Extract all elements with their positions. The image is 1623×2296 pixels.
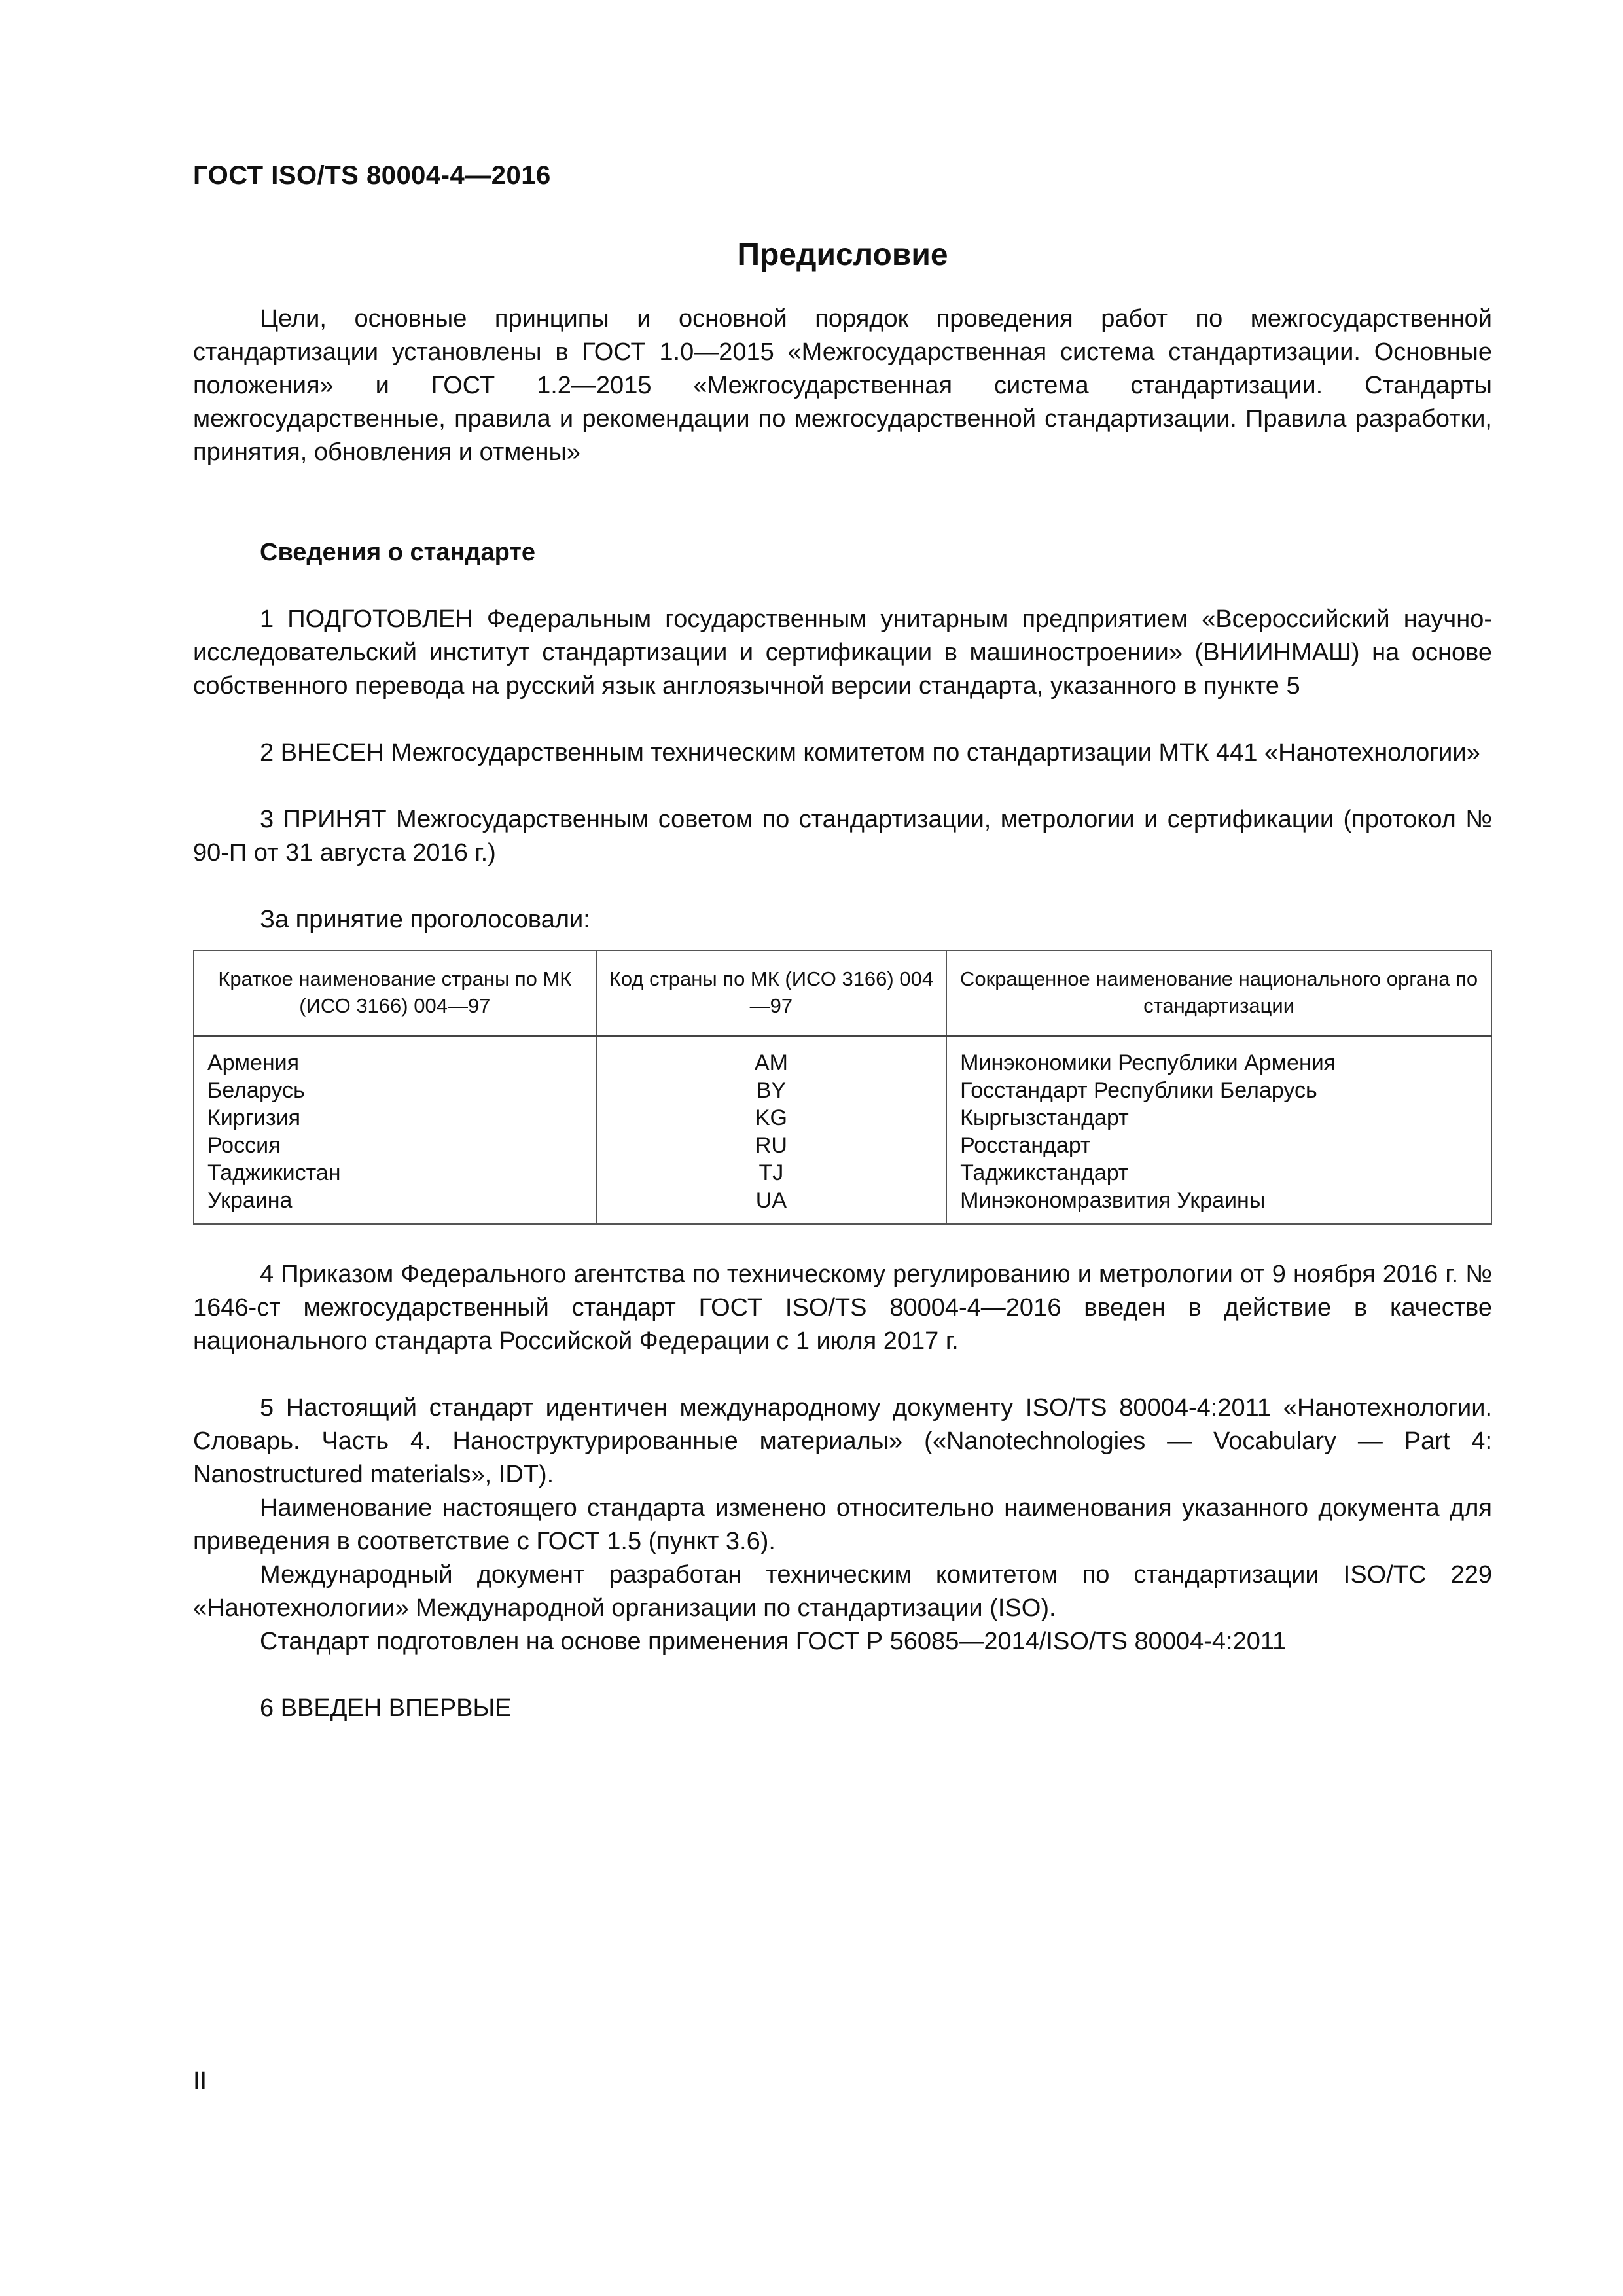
standards-body: Госстандарт Республики Беларусь (946, 1077, 1491, 1104)
item-5-committee-paragraph: Международный документ разработан техническим комитетом по стандартизации ISO/TC 229 «Нанотехнологии» Международной организации по стандартизации (ISO). (193, 1561, 1492, 1622)
table-row (194, 1104, 1491, 1132)
table-header-country: Краткое наименование страны по МК (ИСО 3166) 004—97 (194, 950, 596, 1036)
item-3-paragraph: 3 ПРИНЯТ Межгосударственным советом по стандартизации, метрологии и сертификации (протокол № 90-П от 31 августа 2016 г.) (193, 806, 1492, 867)
page-title: Предисловие (737, 238, 948, 272)
page-number: II (193, 2067, 207, 2094)
standards-body: Таджикстандарт (946, 1159, 1491, 1187)
voting-countries-table (193, 950, 1492, 1225)
standards-body: Кыргызстандарт (946, 1104, 1491, 1132)
country-code: TJ (596, 1159, 946, 1187)
country-code: UA (596, 1187, 946, 1224)
country-name: Украина (194, 1187, 596, 1224)
table-header-row (194, 950, 1491, 1036)
item-1-paragraph: 1 ПОДГОТОВЛЕН Федеральным государственным унитарным предприятием «Всероссийский научно-исследовательский институт стандартизации и сертификации в машиностроении» (ВНИИНМАШ) на основе собственного перевода на русский язык англоязычной версии стандарта, указанного в пункте 5 (193, 605, 1492, 700)
item-5-paragraph: 5 Настоящий стандарт идентичен международному документу ISO/TS 80004-4:2011 «Нанотехнологии. Словарь. Часть 4. Наноструктурированные материалы» («Nanotechnologies — Vocabulary — Part 4: Nanostructured materials», IDT). (193, 1394, 1492, 1488)
section-heading: Сведения о стандарте (260, 539, 536, 566)
item-6-paragraph: 6 ВВЕДЕН ВПЕРВЫЕ (260, 1695, 512, 1722)
country-name: Таджикистан (194, 1159, 596, 1187)
intro-paragraph: Цели, основные принципы и основной порядок проведения работ по межгосударственной стандартизации установлены в ГОСТ 1.0—2015 «Межгосударственная система стандартизации. Основные положения» и ГОСТ 1.2—2015 «Межгосударственная система стандартизации. Стандарты межгосударственные, правила и рекомендации по межгосударственной стандартизации. Правила разработки, принятия, обновления и отмены» (193, 305, 1492, 466)
country-code: RU (596, 1132, 946, 1159)
document-body (193, 302, 1492, 1725)
table-row (194, 1036, 1491, 1077)
table-header-body: Сокращенное наименование национального органа по стандартизации (946, 950, 1491, 1036)
country-name: Россия (194, 1132, 596, 1159)
table-row (194, 1187, 1491, 1224)
table-row (194, 1132, 1491, 1159)
standards-body: Минэкономики Республики Армения (946, 1036, 1491, 1077)
vote-intro: За принятие проголосовали: (260, 906, 590, 933)
country-name: Киргизия (194, 1104, 596, 1132)
country-code: KG (596, 1104, 946, 1132)
standards-body: Минэкономразвития Украины (946, 1187, 1491, 1224)
standards-body: Росстандарт (946, 1132, 1491, 1159)
country-name: Армения (194, 1036, 596, 1077)
table-header-code: Код страны по МК (ИСО 3166) 004—97 (596, 950, 946, 1036)
country-name: Беларусь (194, 1077, 596, 1104)
item-2-paragraph: 2 ВНЕСЕН Межгосударственным техническим комитетом по стандартизации МТК 441 «Нанотехнологии» (260, 739, 1480, 766)
country-code: BY (596, 1077, 946, 1104)
item-5-basis-paragraph: Стандарт подготовлен на основе применения ГОСТ Р 56085—2014/ISO/TS 80004-4:2011 (260, 1628, 1287, 1655)
table-row (194, 1077, 1491, 1104)
item-4-paragraph: 4 Приказом Федерального агентства по техническому регулированию и метрологии от 9 ноября 2016 г. № 1646-ст межгосударственный стандарт ГОСТ ISO/TS 80004-4—2016 введен в действие в качестве национального стандарта Российской Федерации с 1 июля 2017 г. (193, 1261, 1492, 1355)
item-5-rename-paragraph: Наименование настоящего стандарта изменено относительно наименования указанного документа для приведения в соответствие с ГОСТ 1.5 (пункт 3.6). (193, 1494, 1492, 1555)
table-row (194, 1159, 1491, 1187)
country-code: AM (596, 1036, 946, 1077)
standard-code-header: ГОСТ ISO/TS 80004-4—2016 (193, 161, 551, 190)
